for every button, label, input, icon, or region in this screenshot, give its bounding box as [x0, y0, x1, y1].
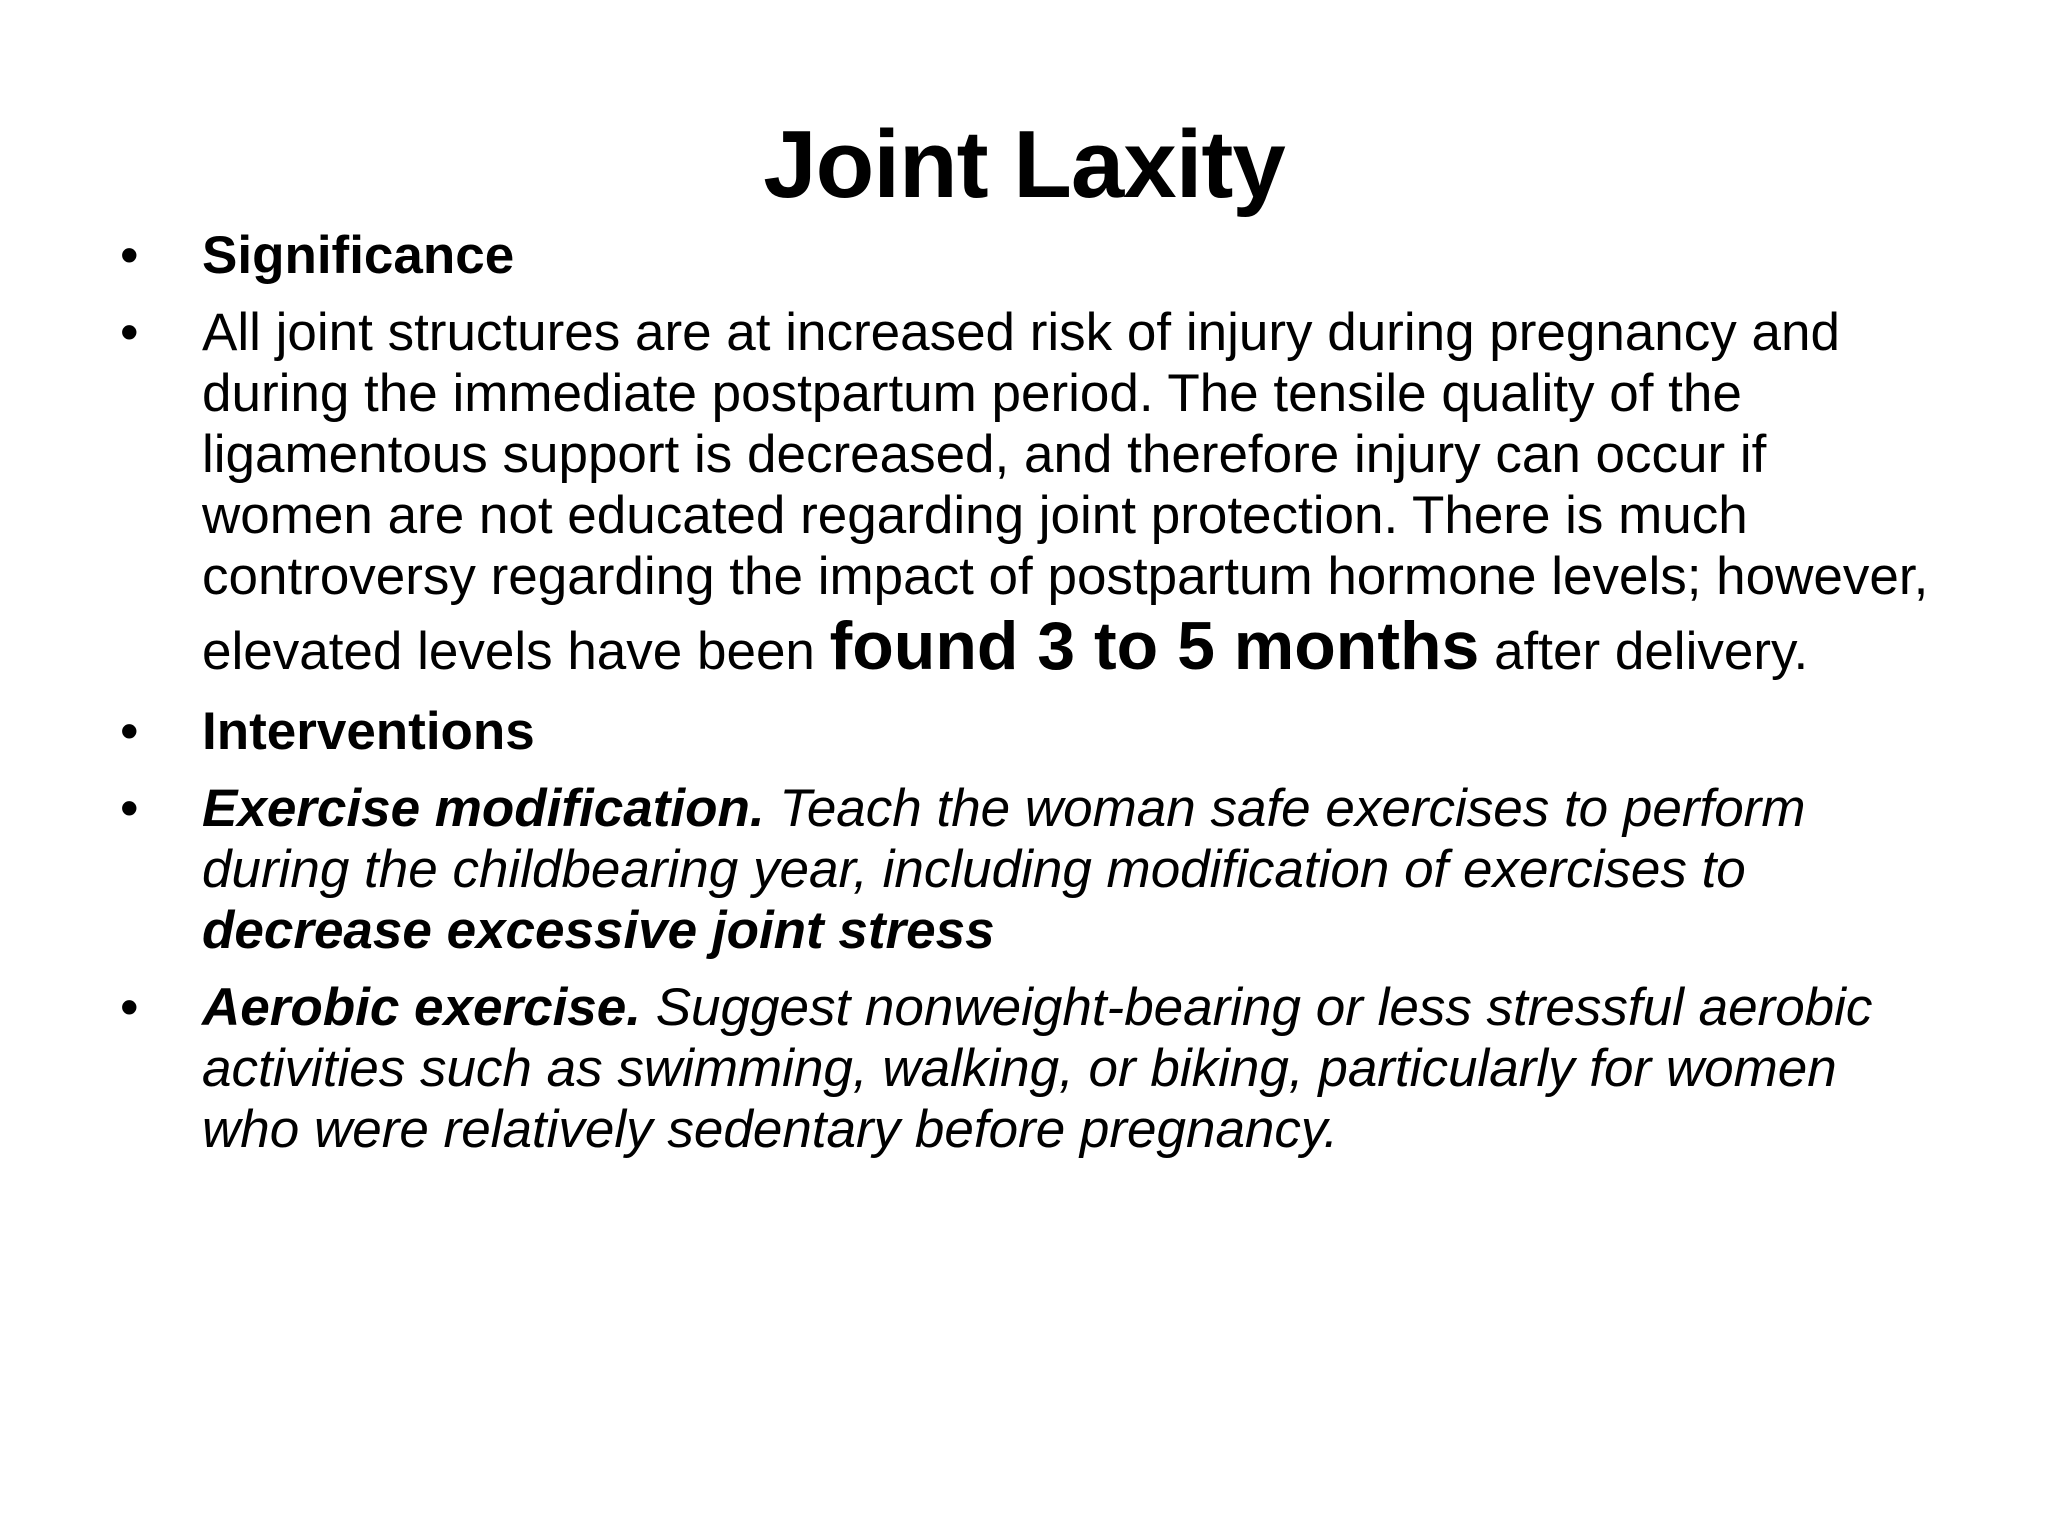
bullet-significance — [120, 225, 1940, 286]
slide-title: Joint Laxity — [763, 111, 1285, 218]
bullet-exercise-modification — [120, 778, 1940, 961]
bullet-dot: • — [120, 978, 139, 1037]
bullet-dot: • — [120, 226, 139, 285]
joint-risk-text: All joint structures are at increased risk of injury during pregnancy and during the immediate postpartum period. The tensile quality of the ligamentous support is decreased, and therefore injury can occur if women are not educated regarding joint protection. There is much controversy regarding the impact of postpartum hormone levels; however, elevated levels have been — [202, 303, 1929, 681]
bullet-aerobic-exercise — [120, 977, 1940, 1160]
aerobic-exercise-body: Suggest nonweight-bearing or less stressful aerobic activities such as swimming, walking, or biking, particularly for women who were relatively sedentary before pregnancy. — [202, 978, 1873, 1159]
exercise-modification-body: Teach the woman safe exercises to perform during the childbearing year, including modification of exercises to — [202, 779, 1806, 899]
heading-significance: Significance — [202, 226, 515, 285]
joint-risk-text-end: after delivery. — [1479, 622, 1809, 681]
joint-risk-emphasis: found 3 to 5 months — [829, 608, 1480, 684]
bullet-interventions — [120, 701, 1940, 762]
bullet-dot: • — [120, 702, 139, 761]
exercise-modification-tail: decrease excessive joint stress — [202, 901, 995, 960]
aerobic-exercise-lead: Aerobic exercise. — [202, 978, 641, 1037]
bullet-list — [120, 225, 1940, 1176]
bullet-dot: • — [120, 779, 139, 838]
heading-interventions: Interventions — [202, 702, 535, 761]
bullet-joint-risk — [120, 302, 1940, 685]
bullet-dot: • — [120, 303, 139, 362]
exercise-modification-lead: Exercise modification. — [202, 779, 765, 838]
